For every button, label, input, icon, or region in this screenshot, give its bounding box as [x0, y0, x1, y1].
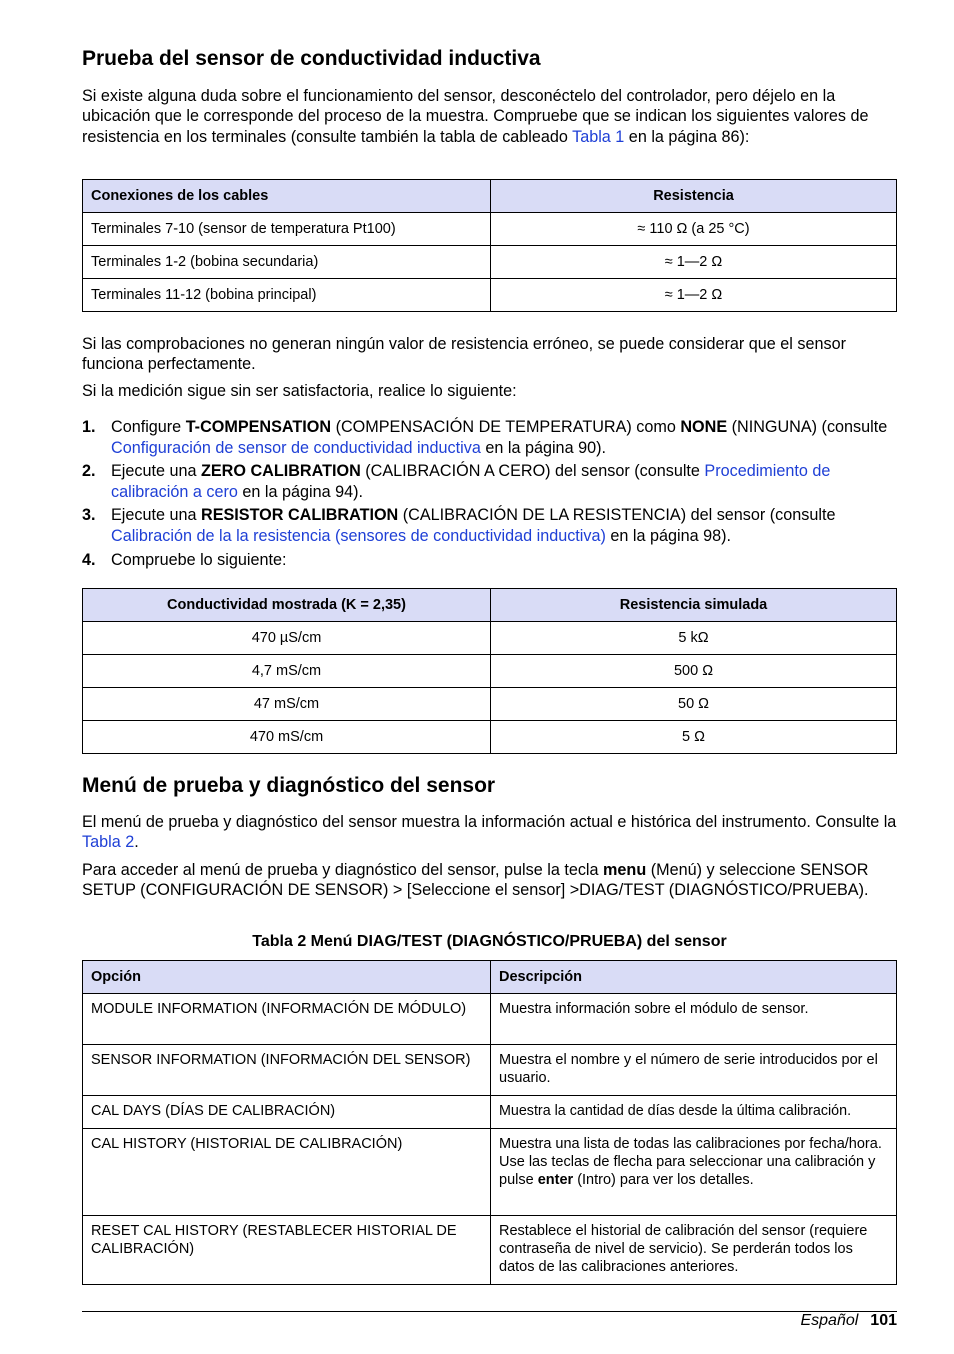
- table-cell: 4,7 mS/cm: [83, 655, 491, 688]
- table-cell: 470 mS/cm: [83, 721, 491, 754]
- table-header-row: [83, 589, 897, 622]
- table-cell: 470 µS/cm: [83, 622, 491, 655]
- diag-access-text-post: (Menú) y seleccione SENSOR SETUP (CONFIGURACIÓN DE SENSOR) > [Seleccione el sensor] >DIAG/TEST (DIAGNÓSTICO/PRUEBA).: [82, 861, 869, 900]
- after-table-paragraph: Si las comprobaciones no generan ningún valor de resistencia erróneo, se puede considerar que el sensor funciona perfectamente.: [82, 335, 846, 374]
- table-row: [83, 1096, 897, 1129]
- unsatisfactory-paragraph: Si la medición sigue sin ser satisfactoria, realice lo siguiente:: [82, 382, 517, 400]
- table-row: [83, 1045, 897, 1096]
- table-header-row: [83, 180, 897, 213]
- header-resistance: Resistencia: [491, 180, 897, 213]
- table-header-row: [83, 961, 897, 994]
- table-row: [83, 688, 897, 721]
- table-cell: ≈ 1—2 Ω: [491, 279, 897, 312]
- table-row: [83, 1129, 897, 1216]
- header-option: Opción: [83, 961, 491, 994]
- step-number: 1.: [82, 418, 96, 436]
- step-text: Configure: [111, 418, 186, 436]
- header-displayed-conductivity: Conductividad mostrada (K = 2,35): [83, 589, 491, 622]
- diag-intro-end: .: [134, 833, 139, 852]
- table-row: [83, 1216, 897, 1285]
- section-heading-diag-menu: Menú de prueba y diagnóstico del sensor: [82, 774, 496, 797]
- table-cell: 500 Ω: [491, 655, 897, 688]
- header-simulated-resistance: Resistencia simulada: [491, 589, 897, 622]
- steps-list: [82, 417, 897, 573]
- table-cell: Terminales 7-10 (sensor de temperatura Pt100): [83, 213, 491, 246]
- table-cell: ≈ 110 Ω (a 25 °C): [491, 213, 897, 246]
- step-text: (COMPENSACIÓN DE TEMPERATURA) como: [331, 418, 681, 436]
- step-bold: NONE: [680, 418, 728, 436]
- menu-key-label: menu: [603, 861, 647, 879]
- link-zero-calibration[interactable]: Procedimiento de calibración a cero: [111, 462, 831, 501]
- list-item: [82, 461, 897, 502]
- step-text: (CALIBRACIÓN DE LA RESISTENCIA) del sensor (consulte: [398, 506, 836, 525]
- table-cell: 50 Ω: [491, 688, 897, 721]
- link-inductive-config[interactable]: Configuración de sensor de conductividad inductiva: [111, 438, 481, 457]
- diag-menu-table: [82, 960, 897, 1285]
- table-row: [83, 655, 897, 688]
- header-description: Descripción: [491, 961, 897, 994]
- step-number: 3.: [82, 506, 96, 525]
- table-cell: 47 mS/cm: [83, 688, 491, 721]
- table-cell: Muestra información sobre el módulo de sensor.: [491, 994, 897, 1045]
- step-text: en la página 98).: [605, 526, 731, 545]
- table-cell: 5 Ω: [491, 721, 897, 754]
- step-bold: ZERO CALIBRATION: [201, 462, 361, 481]
- table-cell: Terminales 11-12 (bobina principal): [83, 279, 491, 312]
- page-footer: [800, 1312, 897, 1330]
- section-heading-inductive-test: Prueba del sensor de conductividad inductiva: [82, 47, 541, 70]
- step-text: (CALIBRACIÓN A CERO) del sensor (consulte: [360, 462, 705, 481]
- step-text: en la página 90).: [480, 438, 606, 457]
- table-cell: 5 kΩ: [491, 622, 897, 655]
- table-cell: SENSOR INFORMATION (INFORMACIÓN DEL SENSOR): [83, 1045, 491, 1096]
- step-text: (NINGUNA) (consulte: [727, 418, 888, 436]
- table-cell: MODULE INFORMATION (INFORMACIÓN DE MÓDULO): [83, 994, 491, 1045]
- table-row: [83, 994, 897, 1045]
- diag-intro-text: El menú de prueba y diagnóstico del sensor muestra la información actual e histórica del instrumento. Consulte la: [82, 813, 897, 831]
- table-cell: ≈ 1—2 Ω: [491, 246, 897, 279]
- step-text: Compruebe lo siguiente:: [111, 550, 287, 569]
- link-resistor-calibration[interactable]: Calibración de la la resistencia (sensores de conductividad inductiva): [111, 526, 606, 545]
- table-row: [83, 213, 897, 246]
- list-item: [82, 505, 897, 546]
- table-row: [83, 279, 897, 312]
- table-cell: Restablece el historial de calibración del sensor (requiere contraseña de nivel de servicio). Se perderán todos los datos de las calibraciones anteriores.: [491, 1216, 897, 1285]
- diag-intro-paragraph: [82, 812, 897, 853]
- step-text: Ejecute una: [111, 462, 201, 481]
- simulated-resistance-table: [82, 588, 897, 754]
- step-text: Ejecute una: [111, 506, 201, 525]
- table-cell: CAL HISTORY (HISTORIAL DE CALIBRACIÓN): [83, 1129, 491, 1216]
- intro-after-link: en la página 86):: [624, 127, 750, 146]
- cal-history-desc-post: (Intro) para ver los detalles.: [573, 1172, 754, 1189]
- table-row: [83, 622, 897, 655]
- table-cell: Muestra la cantidad de días desde la última calibración.: [491, 1096, 897, 1129]
- header-cable-connections: Conexiones de los cables: [83, 180, 491, 213]
- table-cell: Terminales 1-2 (bobina secundaria): [83, 246, 491, 279]
- link-tabla-1[interactable]: Tabla 1: [572, 127, 625, 146]
- intro-text: Si existe alguna duda sobre el funcionamiento del sensor, desconéctelo del controlador, pero déjelo en la ubicación que le corresponde del proceso de la muestra. Compruebe que se indican los siguientes valores de resistencia en los terminales (consulte también la tabla de cableado: [82, 87, 869, 146]
- step-bold: RESISTOR CALIBRATION: [201, 506, 399, 525]
- cal-history-desc: Muestra una lista de todas las calibraciones por fecha/hora. Use las teclas de flecha para seleccionar una calibración y pulse: [499, 1136, 882, 1189]
- diag-access-text: Para acceder al menú de prueba y diagnóstico del sensor, pulse la tecla: [82, 861, 604, 879]
- link-tabla-2[interactable]: Tabla 2: [82, 833, 135, 852]
- table-caption: Tabla 2 Menú DIAG/TEST (DIAGNÓSTICO/PRUEBA) del sensor: [252, 933, 727, 950]
- table-cell: RESET CAL HISTORY (RESTABLECER HISTORIAL DE CALIBRACIÓN): [83, 1216, 491, 1285]
- list-item: [82, 417, 897, 458]
- footer-divider: [82, 1311, 897, 1312]
- resistance-table: [82, 179, 897, 312]
- diag-access-paragraph: [82, 860, 897, 901]
- step-bold: T-COMPENSATION: [185, 418, 332, 436]
- table-row: [83, 246, 897, 279]
- table-row: [83, 721, 897, 754]
- table-cell: Muestra el nombre y el número de serie introducidos por el usuario.: [491, 1045, 897, 1096]
- page-number: 101: [870, 1312, 897, 1329]
- table-cell: CAL DAYS (DÍAS DE CALIBRACIÓN): [83, 1096, 491, 1129]
- step-number: 2.: [82, 462, 96, 481]
- footer-language: Español: [800, 1312, 859, 1329]
- step-number: 4.: [82, 550, 96, 569]
- table-cell: [491, 1129, 897, 1216]
- intro-paragraph: [82, 86, 897, 147]
- list-item: [82, 550, 897, 571]
- step-text: en la página 94).: [237, 482, 363, 501]
- enter-key-label: enter: [537, 1172, 574, 1189]
